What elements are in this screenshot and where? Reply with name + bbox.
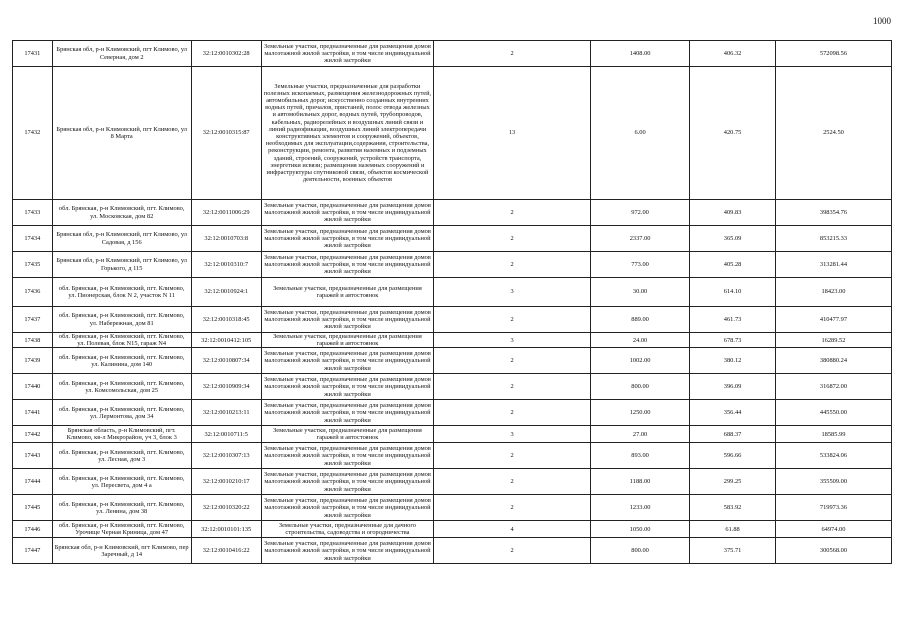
row-area: 24.00 [590, 333, 689, 348]
row-cadastral-value: 410477.97 [775, 307, 891, 333]
row-id: 17441 [13, 400, 53, 426]
row-cadastral-value: 380880.24 [775, 348, 891, 374]
row-id: 17438 [13, 333, 53, 348]
row-group: 2 [434, 469, 591, 495]
row-land-purpose: Земельные участки, предназначенные для размещения домов малоэтажной жилой застройки, в том числе индивидуальной жилой застройки [261, 495, 433, 521]
row-land-purpose: Земельные участки, предназначенные для размещения домов малоэтажной жилой застройки, в том числе индивидуальной жилой застройки [261, 443, 433, 469]
row-cadastral-value: 2524.50 [775, 67, 891, 200]
row-group: 2 [434, 200, 591, 226]
row-cadastral-value: 355509.00 [775, 469, 891, 495]
row-area: 2337.00 [590, 226, 689, 252]
table-row [13, 495, 892, 521]
registry-body [13, 41, 892, 564]
row-specific-value: 396.09 [690, 374, 776, 400]
table-row [13, 41, 892, 67]
row-address: обл. Брянская, р-н Климовский, пгт. Климово, ул. Ленина, дом 38 [52, 495, 191, 521]
row-address: обл. Брянская, р-н Климовский, пгт. Климово, ул. Московская, дом 82 [52, 200, 191, 226]
row-address: обл. Брянская, р-н Климовский, пгт. Климово, Урочище Черная Криница, дом 47 [52, 521, 191, 538]
row-group: 3 [434, 278, 591, 307]
row-area: 1408.00 [590, 41, 689, 67]
row-cadastral-value: 64974.00 [775, 521, 891, 538]
row-land-purpose: Земельные участки, предназначенные для размещения гаражей и автостоянок [261, 278, 433, 307]
row-cadastral-number: 32:12:0010315:87 [191, 67, 261, 200]
table-row [13, 307, 892, 333]
row-area: 6.00 [590, 67, 689, 200]
row-cadastral-value: 18423.00 [775, 278, 891, 307]
row-land-purpose: Земельные участки, предназначенные для размещения домов малоэтажной жилой застройки, в том числе индивидуальной жилой застройки [261, 469, 433, 495]
row-cadastral-number: 32:12:0010302:28 [191, 41, 261, 67]
table-row [13, 67, 892, 200]
row-land-purpose: Земельные участки, предназначенные для размещения домов малоэтажной жилой застройки, в том числе индивидуальной жилой застройки [261, 348, 433, 374]
row-cadastral-number: 32:12:0010909:34 [191, 374, 261, 400]
row-id: 17445 [13, 495, 53, 521]
row-group: 2 [434, 374, 591, 400]
row-land-purpose: Земельные участки, предназначенные для размещения домов малоэтажной жилой застройки, в том числе индивидуальной жилой застройки [261, 226, 433, 252]
row-group: 2 [434, 41, 591, 67]
row-cadastral-value: 398354.76 [775, 200, 891, 226]
row-area: 972.00 [590, 200, 689, 226]
row-cadastral-value: 533824.06 [775, 443, 891, 469]
row-id: 17446 [13, 521, 53, 538]
row-area: 800.00 [590, 374, 689, 400]
row-specific-value: 405.28 [690, 252, 776, 278]
land-registry-table [12, 40, 892, 564]
row-address: обл. Брянская, р-н Климовский, пгт. Климово, ул. Лесная, дом 3 [52, 443, 191, 469]
table-row [13, 278, 892, 307]
row-specific-value: 678.73 [690, 333, 776, 348]
row-land-purpose: Земельные участки, предназначенные для размещения домов малоэтажной жилой застройки, в том числе индивидуальной жилой застройки [261, 41, 433, 67]
row-cadastral-number: 32:12:0010320:22 [191, 495, 261, 521]
row-cadastral-value: 300568.00 [775, 538, 891, 564]
row-cadastral-value: 853215.33 [775, 226, 891, 252]
row-cadastral-number: 32:12:0010711:5 [191, 426, 261, 443]
row-area: 1002.00 [590, 348, 689, 374]
row-cadastral-number: 32:12:0010807:34 [191, 348, 261, 374]
row-specific-value: 461.73 [690, 307, 776, 333]
row-group: 2 [434, 226, 591, 252]
row-id: 17433 [13, 200, 53, 226]
row-land-purpose: Земельные участки, предназначенные для размещения домов малоэтажной жилой застройки, в том числе индивидуальной жилой застройки [261, 374, 433, 400]
row-specific-value: 688.37 [690, 426, 776, 443]
row-id: 17440 [13, 374, 53, 400]
row-id: 17444 [13, 469, 53, 495]
row-cadastral-value: 313281.44 [775, 252, 891, 278]
row-land-purpose: Земельные участки, предназначенные для размещения домов малоэтажной жилой застройки, в том числе индивидуальной жилой застройки [261, 538, 433, 564]
row-specific-value: 614.10 [690, 278, 776, 307]
row-group: 13 [434, 67, 591, 200]
row-address: Брянская обл, р-н Климовский, пгт Климово, ул Горького, д 115 [52, 252, 191, 278]
row-cadastral-number: 32:12:0010213:11 [191, 400, 261, 426]
row-area: 27.00 [590, 426, 689, 443]
row-area: 1233.00 [590, 495, 689, 521]
row-cadastral-number: 32:12:0010310:7 [191, 252, 261, 278]
row-id: 17432 [13, 67, 53, 200]
row-group: 2 [434, 495, 591, 521]
row-specific-value: 583.92 [690, 495, 776, 521]
table-row [13, 538, 892, 564]
row-land-purpose: Земельные участки, предназначенные для размещения гаражей и автостоянок [261, 426, 433, 443]
row-address: обл. Брянская, р-н Климовский, пгт. Климово, ул. Пионерская, блок N 2, участок N 11 [52, 278, 191, 307]
row-area: 1250.00 [590, 400, 689, 426]
row-address: обл. Брянская, р-н Климовский, пгт. Климово, ул. Пересвета, дом 4 а [52, 469, 191, 495]
table-row [13, 400, 892, 426]
row-id: 17439 [13, 348, 53, 374]
row-address: Брянская обл, р-н Климовский, пгт Климово, ул Северная, дом 2 [52, 41, 191, 67]
row-land-purpose: Земельные участки, предназначенные для дачного строительства, садоводства и огородничества [261, 521, 433, 538]
row-id: 17442 [13, 426, 53, 443]
row-area: 30.00 [590, 278, 689, 307]
row-id: 17437 [13, 307, 53, 333]
table-row [13, 200, 892, 226]
row-specific-value: 380.12 [690, 348, 776, 374]
row-area: 1050.00 [590, 521, 689, 538]
row-group: 2 [434, 400, 591, 426]
row-specific-value: 406.32 [690, 41, 776, 67]
row-id: 17435 [13, 252, 53, 278]
row-address: Брянская обл, р-н Климовский, пгт Климово, ул 8 Марта [52, 67, 191, 200]
row-group: 2 [434, 348, 591, 374]
table-row [13, 374, 892, 400]
row-address: обл. Брянская, р-н Климовский, пгт. Климово, ул. Набережная, дом 81 [52, 307, 191, 333]
row-cadastral-value: 572098.56 [775, 41, 891, 67]
row-address: Брянская обл, р-н Климовский, пгт Климово, пер Заречный, д 14 [52, 538, 191, 564]
row-land-purpose: Земельные участки, предназначенные для разработки полезных ископаемых, размещения железнодорожных путей, автомобильных дорог, искусственно созданных внутренних водных путей, причалов, пристаней, полос отвода железных и автомобильных дорог, водных путей, трубопроводов, кабельных, радиорелейных и воздушных линий связи и линий радиофикации, воздушных линий электропередачи конструктивных элементов и сооружений, объектов, необходимых для эксплуатации,содержания, строительства, реконструкции, ремонта, развития наземных и подземных зданий, строений, сооружений, устройств транспорта, энергетики исвязи; размещения наземных сооружений и инфраструктуры спутниковой связи, объектов космической деятельности, военных объектов [261, 67, 433, 200]
row-address: обл. Брянская, р-н Климовский, пгт. Климово, ул. Полевая, блок N15, гараж N4 [52, 333, 191, 348]
row-cadastral-number: 32:12:0010703:8 [191, 226, 261, 252]
row-specific-value: 409.83 [690, 200, 776, 226]
row-cadastral-value: 16289.52 [775, 333, 891, 348]
row-id: 17443 [13, 443, 53, 469]
row-area: 893.00 [590, 443, 689, 469]
row-area: 889.00 [590, 307, 689, 333]
row-land-purpose: Земельные участки, предназначенные для размещения домов малоэтажной жилой застройки, в том числе индивидуальной жилой застройки [261, 252, 433, 278]
row-cadastral-number: 32:12:0010307:13 [191, 443, 261, 469]
table-row [13, 252, 892, 278]
row-id: 17434 [13, 226, 53, 252]
row-id: 17447 [13, 538, 53, 564]
table-row [13, 443, 892, 469]
row-group: 4 [434, 521, 591, 538]
row-specific-value: 61.88 [690, 521, 776, 538]
row-area: 800.00 [590, 538, 689, 564]
row-cadastral-number: 32:12:0010210:17 [191, 469, 261, 495]
row-cadastral-number: 32:12:0010416:22 [191, 538, 261, 564]
row-specific-value: 420.75 [690, 67, 776, 200]
row-cadastral-number: 32:12:0010924:1 [191, 278, 261, 307]
row-specific-value: 596.66 [690, 443, 776, 469]
row-specific-value: 299.25 [690, 469, 776, 495]
row-cadastral-number: 32:12:0010318:45 [191, 307, 261, 333]
row-land-purpose: Земельные участки, предназначенные для размещения гаражей и автостоянок [261, 333, 433, 348]
row-group: 2 [434, 252, 591, 278]
row-group: 2 [434, 538, 591, 564]
row-cadastral-number: 32:12:0010412:105 [191, 333, 261, 348]
row-cadastral-value: 18585.99 [775, 426, 891, 443]
table-row [13, 333, 892, 348]
row-id: 17436 [13, 278, 53, 307]
row-group: 2 [434, 307, 591, 333]
table-row [13, 469, 892, 495]
table-row [13, 348, 892, 374]
row-cadastral-value: 316872.00 [775, 374, 891, 400]
table-row [13, 226, 892, 252]
row-address: обл. Брянская, р-н Климовский, пгт. Климово, ул. Калинина, дом 140 [52, 348, 191, 374]
row-land-purpose: Земельные участки, предназначенные для размещения домов малоэтажной жилой застройки, в том числе индивидуальной жилой застройки [261, 400, 433, 426]
row-group: 2 [434, 443, 591, 469]
row-area: 773.00 [590, 252, 689, 278]
row-specific-value: 375.71 [690, 538, 776, 564]
row-cadastral-number: 32:12:0010101:135 [191, 521, 261, 538]
row-group: 3 [434, 426, 591, 443]
row-address: обл. Брянская, р-н Климовский, пгт. Климово, ул. Комсомольская, дом 25 [52, 374, 191, 400]
row-specific-value: 365.09 [690, 226, 776, 252]
table-row [13, 426, 892, 443]
page-number: 1000 [873, 16, 891, 26]
row-specific-value: 356.44 [690, 400, 776, 426]
row-address: Брянская область, р-н Климовский, пгт. Климово, кв-л Микрорайон, уч 3, блок 3 [52, 426, 191, 443]
row-area: 1188.00 [590, 469, 689, 495]
table-row [13, 521, 892, 538]
row-id: 17431 [13, 41, 53, 67]
row-address: Брянская обл, р-н Климовский, пгт Климово, ул Садовая, д 156 [52, 226, 191, 252]
row-land-purpose: Земельные участки, предназначенные для размещения домов малоэтажной жилой застройки, в том числе индивидуальной жилой застройки [261, 200, 433, 226]
row-cadastral-number: 32:12:0011006:29 [191, 200, 261, 226]
row-group: 3 [434, 333, 591, 348]
row-cadastral-value: 719973.36 [775, 495, 891, 521]
row-cadastral-value: 445550.00 [775, 400, 891, 426]
row-address: обл. Брянская, р-н Климовский, пгт. Климово, ул. Лермонтова, дом 34 [52, 400, 191, 426]
row-land-purpose: Земельные участки, предназначенные для размещения домов малоэтажной жилой застройки, в том числе индивидуальной жилой застройки [261, 307, 433, 333]
